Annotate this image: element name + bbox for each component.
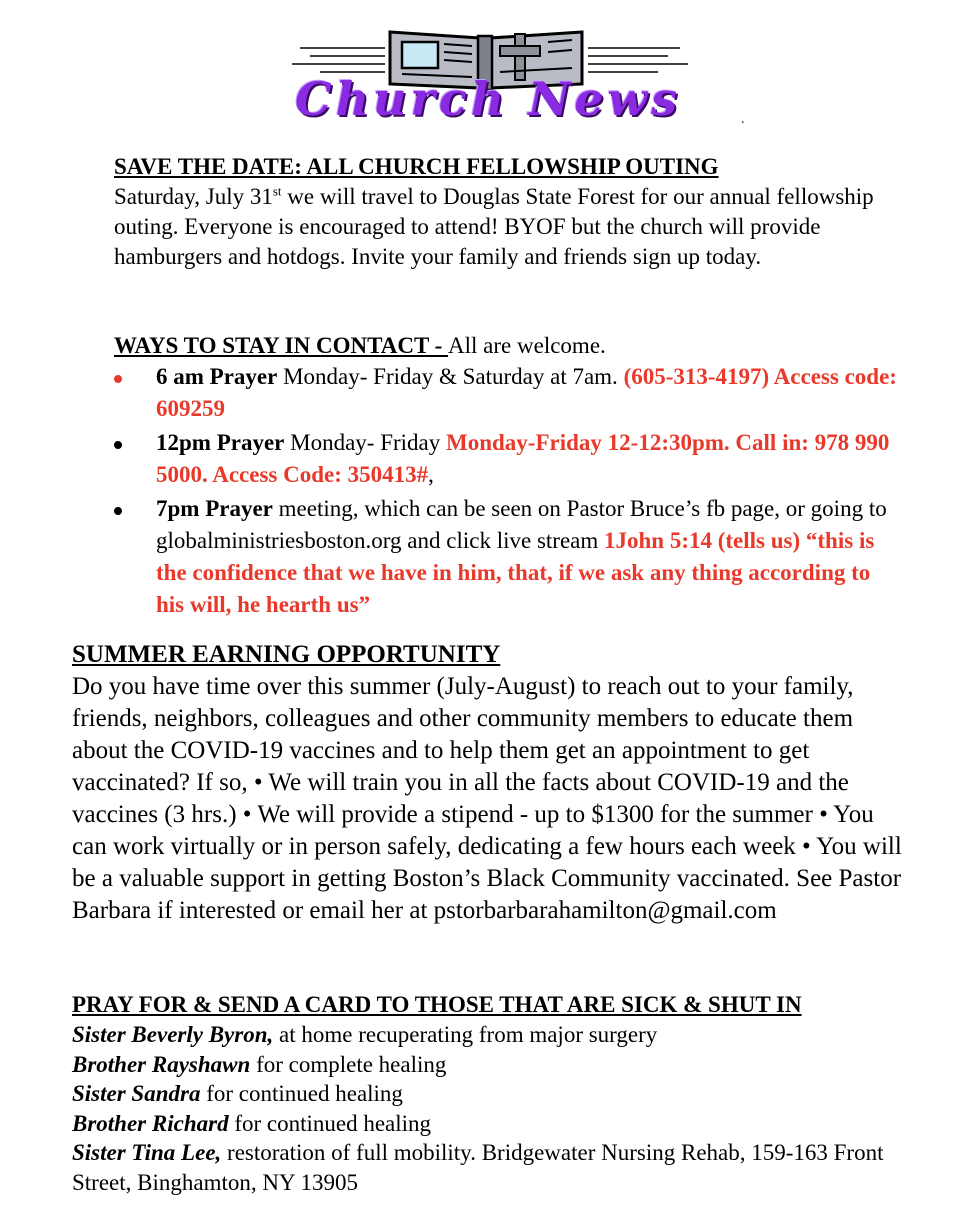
sick-heading: PRAY FOR & SEND A CARD TO THOSE THAT ARE SICK & SHUT IN xyxy=(72,992,802,1017)
list-item: Brother Richard for continued healing xyxy=(72,1110,432,1136)
contact-heading: WAYS TO STAY IN CONTACT - xyxy=(114,333,449,358)
outing-section xyxy=(114,152,874,272)
outing-heading: SAVE THE DATE: ALL CHURCH FELLOWSHIP OUTING xyxy=(114,154,719,179)
list-item: 7pm Prayer meeting, which can be seen on Pastor Bruce’s fb page, or going to globalministriesboston.org and click live stream 1John 5:14 (tells us) “this is the confidence that we have in him, that, if we ask any thing according to his will, he hearth us” xyxy=(114,493,904,621)
earning-heading: SUMMER EARNING OPPORTUNITY xyxy=(72,641,501,668)
contact-section xyxy=(114,331,904,623)
list-item: 6 am Prayer Monday- Friday & Saturday at 7am. (605-313-4197) Access code: 609259 xyxy=(114,361,904,425)
date-suffix: st xyxy=(272,183,282,199)
list-item: Brother Rayshawn for complete healing xyxy=(72,1051,447,1077)
header-dot: . xyxy=(741,112,745,127)
list-item: 12pm Prayer Monday- Friday Monday-Friday 12-12:30pm. Call in: 978 990 5000. Access Code: 350413#, xyxy=(114,427,904,491)
list-item: Sister Beverly Byron, at home recuperating from major surgery xyxy=(72,1022,658,1047)
prayer-list xyxy=(114,361,904,621)
contact-heading-line xyxy=(114,331,904,361)
church-news-logo xyxy=(210,10,770,132)
contact-heading-tail: All are welcome. xyxy=(448,333,606,358)
list-item: Sister Sandra for continued healing xyxy=(72,1081,403,1106)
list-item: Sister Tina Lee, restoration of full mobility. Bridgewater Nursing Rehab, 159-163 Front Street, Binghamton, NY 13905 xyxy=(72,1140,884,1195)
logo-title: Church News xyxy=(294,72,681,126)
outing-text: Saturday, July 31st we will travel to Douglas State Forest for our annual fellowship outing. Everyone is encouraged to attend! BYOF but the church will provide hamburgers and hotdogs. Invite your family and friends sign up today. xyxy=(114,183,874,269)
earning-body: Do you have time over this summer (July-August) to reach out to your family, friends, neighbors, colleagues and other community members to educate them about the COVID-19 vaccines and to help them get an appointment to get vaccinated? If so, • We will train you in all the facts about COVID-19 and the vaccines (3 hrs.) • We will provide a stipend - up to $1300 for the summer • You can work virtually or in person safely, dedicating a few hours each week • You will be a valuable support in getting Boston’s Black Community vaccinated. See Pastor Barbara if interested or email her at pstorbarbarahamilton@gmail.com xyxy=(72,673,902,924)
earning-section xyxy=(72,639,902,927)
sick-section xyxy=(72,990,902,1197)
